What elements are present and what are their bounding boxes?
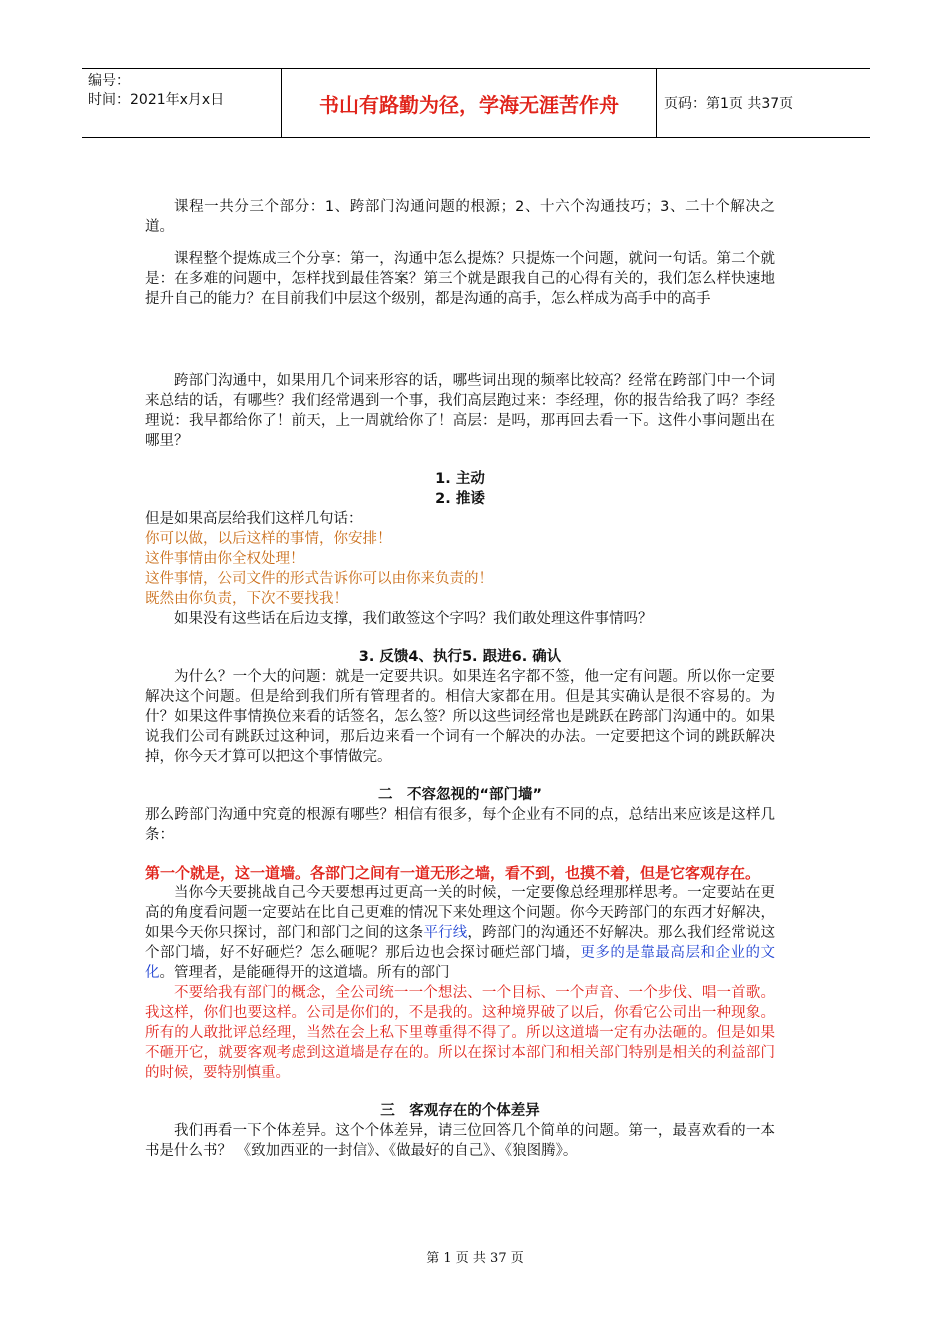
list-item-shirk: 2. 推诿 [435, 491, 485, 507]
section-heading-individual-differences: 三 客观存在的个体差异 [380, 1103, 540, 1119]
paragraph-think-like-gm [145, 883, 775, 983]
text-run: ，跨部门的沟通还不好解决。那么我们经常说这个部门墙，好不好砸烂？怎么砸呢？那后边也会探讨砸烂部门墙， [145, 925, 776, 961]
text-run: 当你今天要挑战自己今天要想再过更高一关的时候，一定要像总经理那样思考。一定要站在更高的角度看问题一定要站在比自己更难的情况下来处理这个问题。你今天跨部门的东西才好解决，如果今天你只探讨，部门和部门之间的这条 [145, 885, 775, 941]
paragraph-first-wall: 第一个就是，这一道墙。各部门之间有一道无形之墙，看不到，也摸不着，但是它客观存在。 [145, 864, 761, 882]
paragraph-course-overview: 课程一共分三个部分：1、跨部门沟通问题的根源；2、十六个沟通技巧；3、二十个解决之道。 [145, 199, 775, 235]
quote-line: 既然由你负责，下次不要找我！ [145, 591, 348, 607]
text-run: 。管理者，是能砸得开的这道墙。所有的部门 [159, 965, 450, 981]
paragraph-dare-to-sign: 如果没有这些话在后边支撑，我们敢签这个字吗？我们敢处理这件事情吗？ [174, 611, 653, 627]
list-item-initiative: 1. 主动 [435, 471, 485, 487]
paragraph-course-sharing: 课程整个提炼成三个分享：第一，沟通中怎么提炼？只提炼一个问题，就问一句话。第二个就是：在多难的问题中，怎样找到最佳答案？第三个就是跟我自己的心得有关的，我们怎么样快速地提升自己的能力？在目前我们中层这个级别，都是沟通的高手，怎么样成为高手中的高手 [145, 251, 775, 307]
page-header [82, 68, 870, 138]
header-meta [82, 69, 282, 137]
quote-line: 这件事情，公司文件的形式告诉你可以由你来负责的！ [145, 571, 493, 587]
paragraph-no-department-concept: 不要给我有部门的概念，全公司统一一个想法、一个目标、一个声音、一个步伐、唱一首歌。我这样，你们也要这样。公司是你们的，不是我的。这种境界破了以后，你看它公司出一种现象。所有的人敢批评总经理，当然在会上私下里尊重得不得了。所以这道墙一定有办法砸的。但是如果不砸开它，就要客观考虑到这道墙是存在的。所以在探讨本部门和相关部门特别是相关的利益部门的时候，要特别慎重。 [145, 985, 775, 1081]
document-body [145, 197, 775, 1161]
document-number-label: 编号： [88, 73, 130, 89]
paragraph-if-leadership: 但是如果高层给我们这样几句话： [145, 511, 363, 527]
quote-line: 这件事情由你全权处理！ [145, 551, 305, 567]
list-item-feedback-confirm: 3. 反馈4、执行5. 跟进6. 确认 [358, 649, 562, 665]
page-footer: 第 1 页 共 37 页 [426, 1251, 524, 1266]
highlight-culture: 更多的是靠最高层和企业的文化 [145, 945, 776, 981]
highlight-parallel-line: 平行线 [423, 925, 468, 941]
document-date: 时间：2021年x月x日 [88, 92, 225, 108]
quote-line: 你可以做，以后这样的事情，你安排！ [145, 531, 392, 547]
header-motto: 书山有路勤为径，学海无涯苦作舟 [282, 69, 657, 137]
section-heading-department-wall: 二 不容忽视的“部门墙” [377, 787, 543, 803]
paragraph-root-causes: 那么跨部门沟通中究竟的根源有哪些？相信有很多，每个企业有不同的点，总结出来应该是这样几条： [145, 807, 775, 843]
paragraph-individual-differences: 我们再看一下个体差异。这个个体差异，请三位回答几个简单的问题。第一，最喜欢看的一本书是什么书？ 《致加西亚的一封信》、《做最好的自己》、《狼图腾》。 [145, 1123, 775, 1159]
header-page-info: 页码：第1页 共37页 [664, 96, 794, 112]
paragraph-cross-dept-words: 跨部门沟通中，如果用几个词来形容的话，哪些词出现的频率比较高？经常在跨部门中一个词来总结的话，有哪些？我们经常遇到一个事，我们高层跑过来：李经理，你的报告给我了吗？李经理说：我早都给你了！前天，上一周就给你了！高层：是吗，那再回去看一下。这件小事问题出在哪里？ [145, 373, 775, 449]
paragraph-consensus: 为什么？一个大的问题：就是一定要共识。如果连名字都不签，他一定有问题。所以你一定要解决这个问题。但是给到我们所有管理者的。相信大家都在用。但是其实确认是很不容易的。为什？如果这件事情换位来看的话签名，怎么签？所以这些词经常也是跳跃在跨部门沟通中的。如果说我们公司有跳跃过这种词，那后边来看一个词有一个解决的办法。一定要把这个词的跳跃解决掉，你今天才算可以把这个事情做完。 [145, 669, 775, 765]
